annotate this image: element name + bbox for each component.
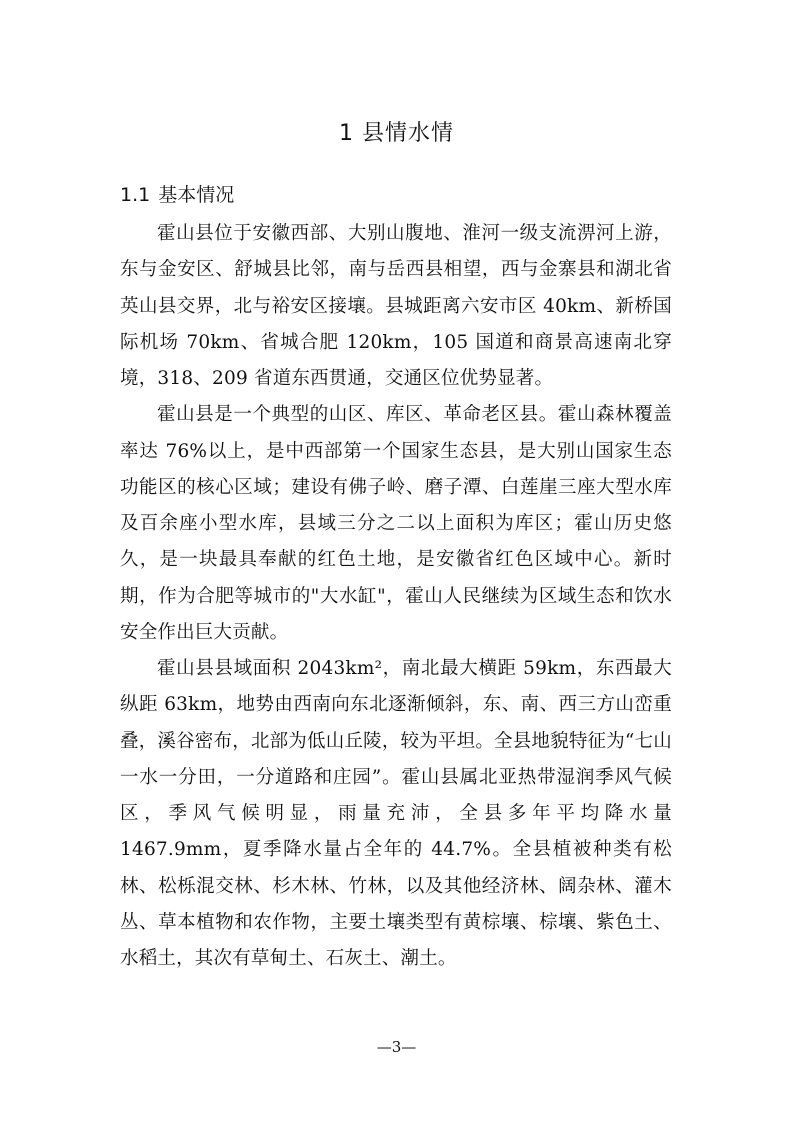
- body-text: [120, 216, 672, 977]
- section-number: 1.1: [120, 184, 151, 206]
- section-title: 基本情况: [158, 184, 235, 206]
- paragraph-county-profile: 霍山县是一个典型的山区、库区、革命老区县。霍山森林覆盖率达 76%以上，是中西部第一个国家生态县，是大别山国家生态功能区的核心区域；建设有佛子岭、磨子潭、白莲崖三座大型水库及百余座小型水库，县域三分之二以上面积为库区；霍山历史悠久，是一块最具奉献的红色土地，是安徽省红色区域中心。新时期，作为合肥等城市的"大水缸"，霍山人民继续为区域生态和饮水安全作出巨大贡献。: [120, 404, 672, 643]
- paragraph-location: 霍山县位于安徽西部、大别山腹地、淮河一级支流淠河上游，东与金安区、舒城县比邻，南与岳西县相望，西与金寨县和湖北省英山县交界，北与裕安区接壤。县城距离六安市区 40km、新桥国际机场 70km、省城合肥 120km，105 国道和商景高速南北穿境，318、209 省道东西贯通，交通区位优势显著。: [120, 223, 672, 389]
- paragraph-geography-climate: 霍山县县域面积 2043km²，南北最大横距 59km，东西最大纵距 63km，地势由西南向东北逐渐倾斜，东、南、西三方山峦重叠，溪谷密布，北部为低山丘陵，较为平坦。全县地貌特征为“七山一水一分田，一分道路和庄园”。霍山县属北亚热带湿润季风气候区，季风气候明显，雨量充沛，全县多年平均降水量 1467.9mm，夏季降水量占全年的 44.7%。全县植被种类有松林、松栎混交林、杉木林、竹林，以及其他经济林、阔杂林、灌木丛、草本植物和农作物，主要土壤类型有黄棕壤、棕壤、紫色土、水稻土，其次有草甸土、石灰土、潮土。: [120, 658, 672, 969]
- chapter-title: 1 县情水情: [339, 121, 454, 146]
- page-number: —3—: [376, 1038, 417, 1056]
- section-heading: [120, 180, 234, 210]
